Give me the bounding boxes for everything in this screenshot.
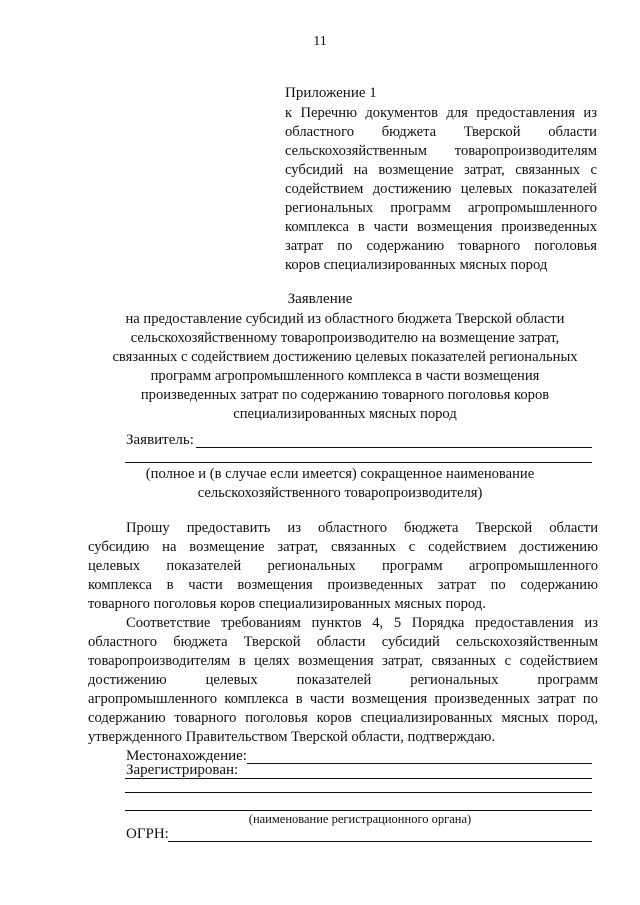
paragraph2-line: достижению целевых показателей региональных программ	[88, 672, 598, 688]
location-field-line[interactable]	[247, 763, 592, 764]
statement-line: программ агропромышленного комплекса в части возмещения	[150, 368, 540, 384]
appendix-line: к Перечню документов для предоставления из	[285, 105, 597, 121]
appendix-line: областного бюджета Тверской области	[285, 124, 597, 140]
paragraph1-line: целевых показателей региональных программ агропромышленного	[88, 558, 598, 574]
appendix-line: региональных программ агропромышленного	[285, 200, 597, 216]
paragraph2-line: Соответствие требованиям пунктов 4, 5 Порядка предоставления из	[126, 615, 598, 631]
applicant-caption-line: сельскохозяйственного товаропроизводителя)	[197, 485, 483, 501]
paragraph2-line: товаропроизводителям в целях возмещения затрат, связанных с содействием	[88, 653, 598, 669]
statement-line: связанных с содействием достижению целевых показателей региональных	[112, 349, 578, 365]
ogrn-field-line[interactable]	[168, 841, 592, 842]
paragraph1-line: товарного поголовья коров специализированных мясных пород.	[88, 596, 486, 612]
applicant-label: Заявитель:	[126, 432, 194, 448]
appendix-line: субсидий на возмещение затрат, связанных с	[285, 162, 597, 178]
paragraph1-line: субсидию на возмещение затрат, связанных с содействием достижению	[88, 539, 598, 555]
location-label: Местонахождение:	[126, 748, 247, 764]
paragraph2-line: агропромышленного комплекса в части возмещения произведенных затрат по	[88, 691, 598, 707]
paragraph2-line: областного бюджета Тверской области субсидий сельскохозяйственным	[88, 634, 598, 650]
ogrn-label: ОГРН:	[126, 826, 169, 842]
registered-field-line-3[interactable]	[125, 810, 592, 811]
applicant-field-line[interactable]	[196, 447, 592, 448]
paragraph2-line: утвержденного Правительством Тверской области, подтверждаю.	[88, 729, 496, 745]
appendix-line: затрат по содержанию товарного поголовья	[285, 238, 597, 254]
appendix-line: сельскохозяйственным товаропроизводителям	[285, 143, 597, 159]
appendix-line: содействием достижению целевых показателей	[285, 181, 597, 197]
paragraph2-line: содержанию товарного поголовья коров специализированных мясных пород,	[88, 710, 598, 726]
statement-title: Заявление	[287, 291, 353, 307]
applicant-caption-line: (полное и (в случае если имеется) сокращенное наименование	[145, 466, 535, 482]
appendix-title: Приложение 1	[285, 85, 377, 101]
paragraph1-line: комплекса в части возмещения произведенных затрат по содержанию	[88, 577, 598, 593]
page-number: 11	[313, 34, 327, 49]
statement-line: сельскохозяйственному товаропроизводителю на возмещение затрат,	[130, 330, 560, 346]
paragraph1-line: Прошу предоставить из областного бюджета Тверской области	[126, 520, 598, 536]
appendix-line: комплекса в части возмещения произведенных	[285, 219, 597, 235]
registered-caption: (наименование регистрационного органа)	[248, 812, 472, 826]
registered-field-line-2[interactable]	[125, 792, 592, 793]
statement-line: произведенных затрат по содержанию товарного поголовья коров	[140, 387, 550, 403]
registered-label: Зарегистрирован:	[126, 762, 239, 778]
statement-line: специализированных мясных пород	[233, 406, 457, 422]
appendix-line: коров специализированных мясных пород	[285, 257, 548, 273]
statement-line: на предоставление субсидий из областного бюджета Тверской области	[125, 311, 565, 327]
applicant-field-line-2[interactable]	[125, 462, 592, 463]
